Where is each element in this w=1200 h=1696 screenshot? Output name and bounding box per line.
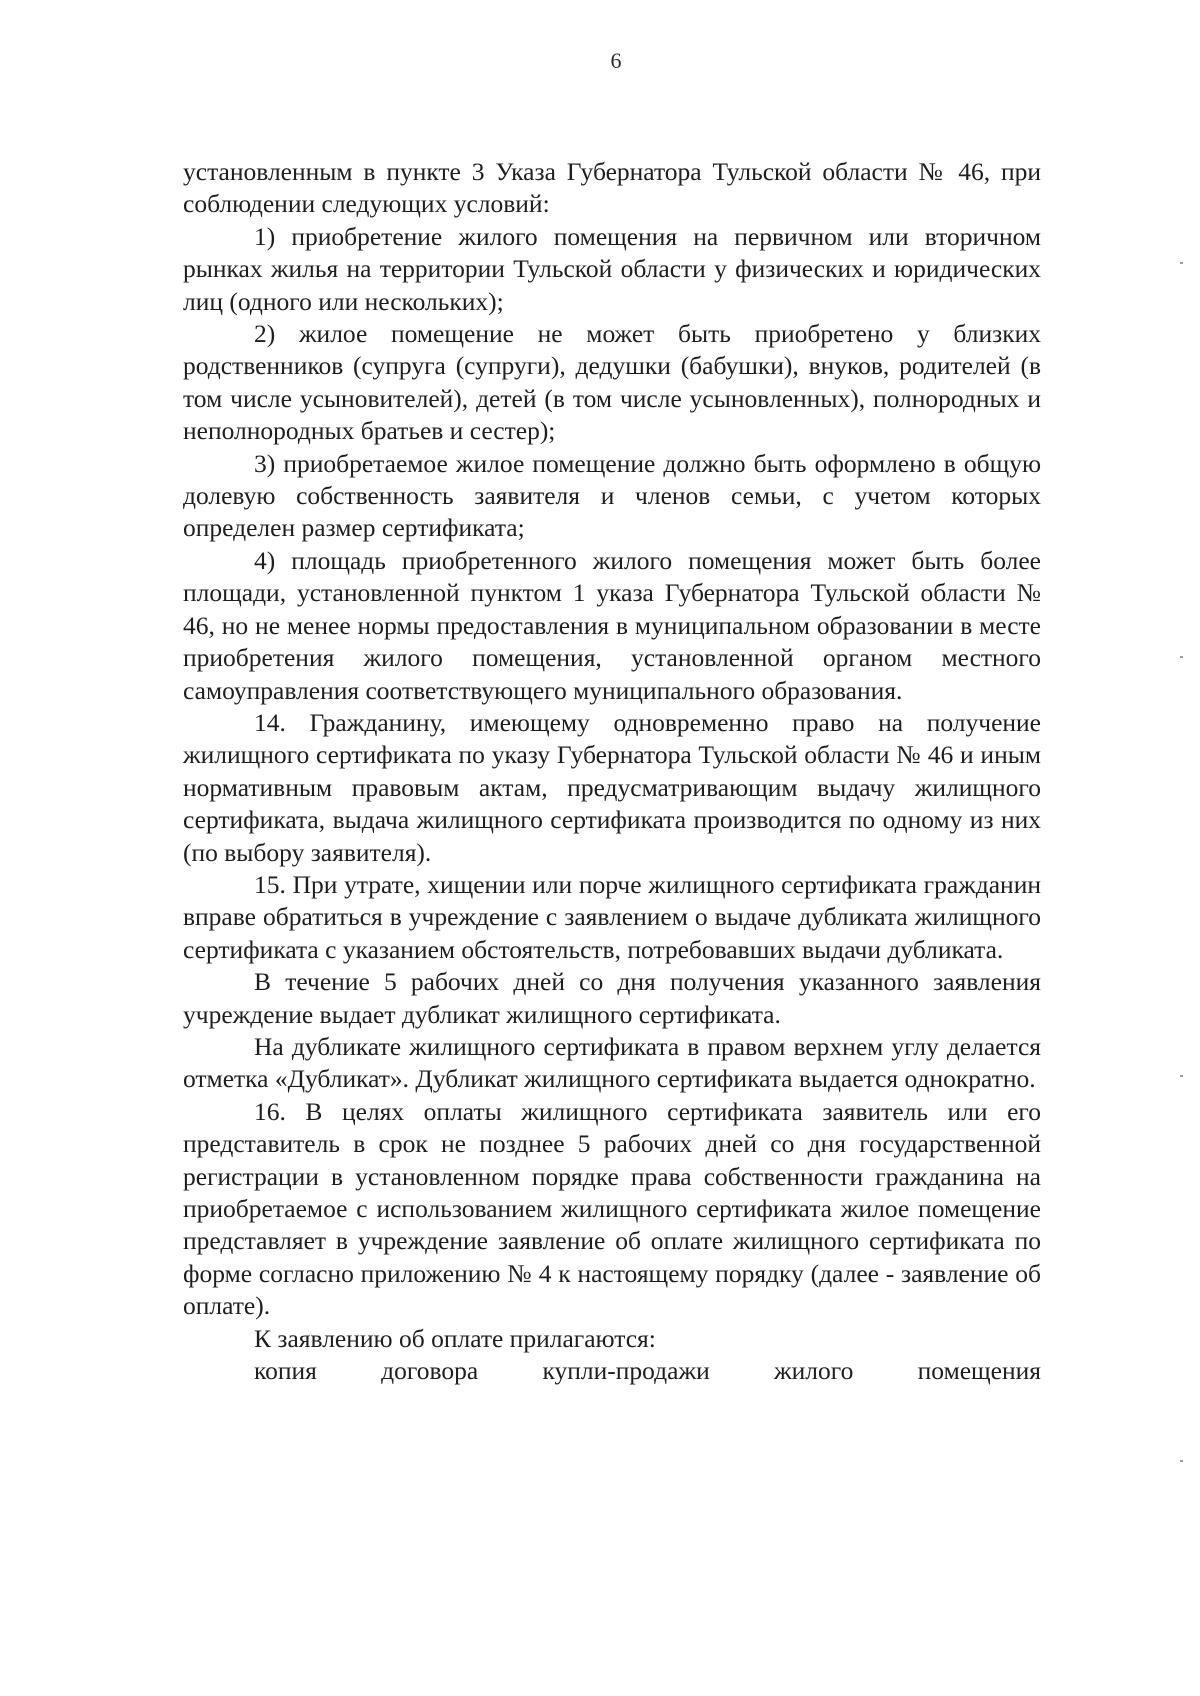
paragraph-condition-4: 4) площадь приобретенного жилого помещения может быть более площади, установленной пунктом 1 указа Губернатора Тульской области № 46, но не менее нормы предоставления в муниципальном образовании в месте приобретения жилого помещения, установленной органом местного самоуправления соответствующего муниципального образования. <box>183 545 1041 705</box>
scan-edge-mark <box>1180 1460 1183 1462</box>
paragraph-duplicate-mark: На дубликате жилищного сертификата в правом верхнем углу делается отметка «Дубликат». Дубликат жилищного сертификата выдается однократно. <box>183 1031 1041 1094</box>
paragraph-item-15: 15. При утрате, хищении или порче жилищного сертификата гражданин вправе обратиться в учреждение с заявлением о выдаче дубликата жилищного сертификата с указанием обстоятельств, потребовавших выдачи дубликата. <box>183 869 1041 964</box>
paragraph-item-14: 14. Гражданину, имеющему одновременно право на получение жилищного сертификата по указу Губернатора Тульской области № 46 и иным нормативным правовым актам, предусматривающим выдачу жилищного сертификата, выдача жилищного сертификата производится по одному из них (по выбору заявителя). <box>183 707 1041 867</box>
page-number: 6 <box>610 48 622 73</box>
scan-edge-mark <box>1180 262 1183 264</box>
scan-edge-mark <box>1180 1075 1183 1077</box>
paragraph-condition-3: 3) приобретаемое жилое помещение должно быть оформлено в общую долевую собственность заявителя и членов семьи, с учетом которых определен размер сертификата; <box>183 448 1041 543</box>
paragraph-condition-2: 2) жилое помещение не может быть приобретено у близких родственников (супруга (супруги), дедушки (бабушки), внуков, родителей (в том числе усыновителей), детей (в том числе усыновленных), полнородных и неполнородных братьев и сестер); <box>183 319 1041 446</box>
paragraph-attachments: К заявлению об оплате прилагаются: <box>254 1323 656 1353</box>
paragraph-item-16: 16. В целях оплаты жилищного сертификата заявитель или его представитель в срок не позднее 5 рабочих дней со дня государственной регистрации в установленном порядке права собственности гражданина на приобретаемое с использованием жилищного сертификата жилое помещение представляет в учреждение заявление об оплате жилищного сертификата по форме согласно приложению № 4 к настоящему порядку (далее - заявление об оплате). <box>183 1096 1041 1321</box>
document-body <box>183 156 1041 1387</box>
paragraph-condition-1: 1) приобретение жилого помещения на первичном или вторичном рынках жилья на территории Тульской области у физических и юридических лиц (одного или нескольких); <box>183 221 1041 316</box>
paragraph-contract-copy: копия договора купли-продажи жилого помещения <box>254 1356 1041 1386</box>
paragraph-intro: установленным в пункте 3 Указа Губернатора Тульской области № 46, при соблюдении следующих условий: <box>183 157 1041 219</box>
paragraph-duplicate-term: В течение 5 рабочих дней со дня получения указанного заявления учреждение выдает дубликат жилищного сертификата. <box>183 967 1041 1029</box>
scan-edge-mark <box>1180 656 1183 658</box>
